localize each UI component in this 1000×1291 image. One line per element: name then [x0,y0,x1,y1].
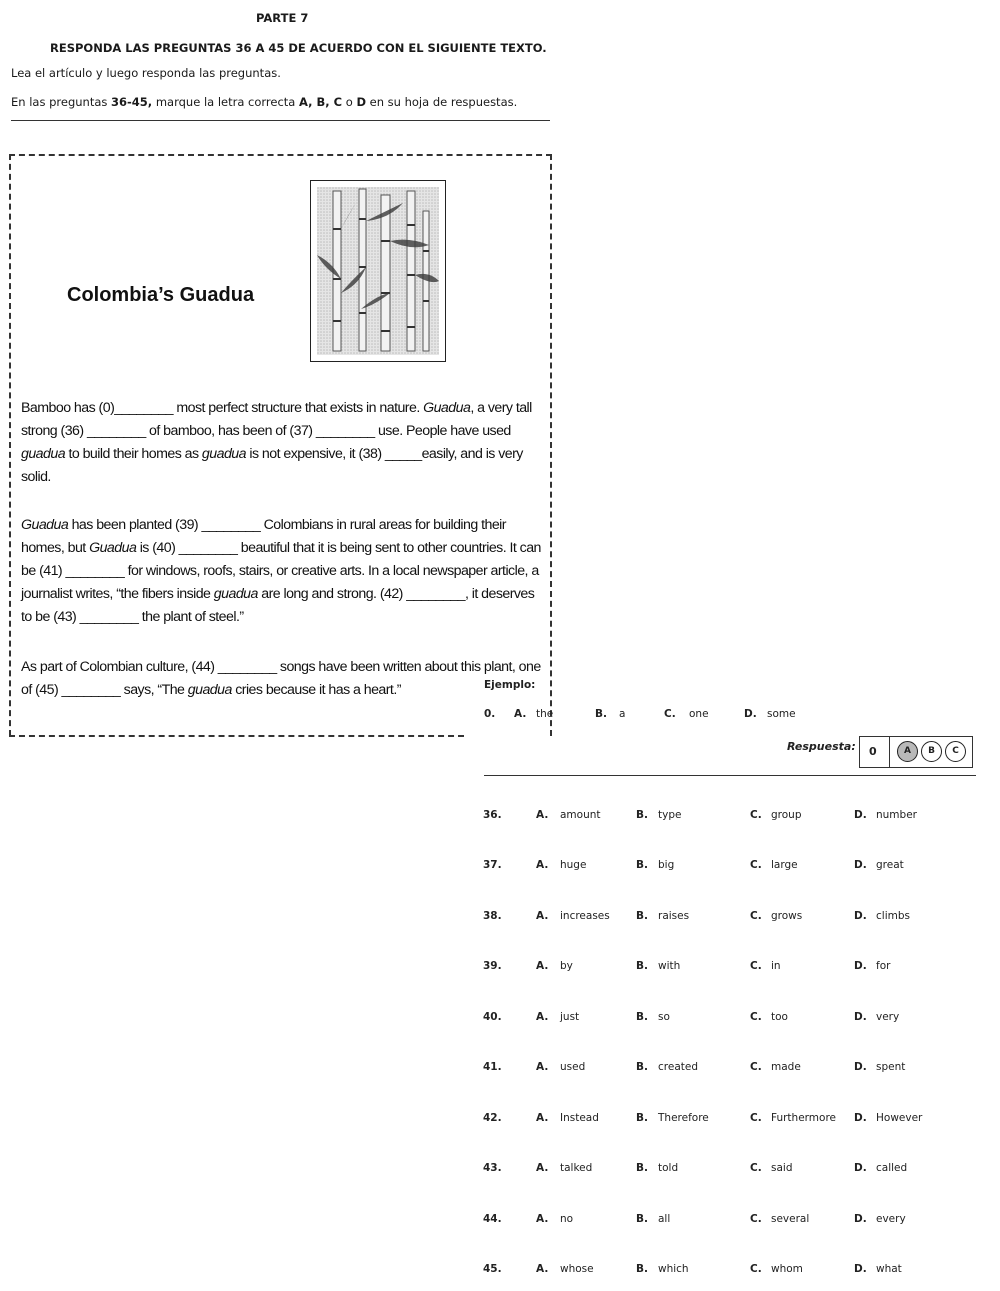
option-letter[interactable]: D. [854,1112,867,1124]
paragraph-text: , a very tall strong (36) ________ of bamboo, has been of (37) ________ use. People have used [21,400,532,439]
answer-letters: A, B, C [299,95,343,109]
option-text[interactable]: whose [560,1263,594,1275]
article-box-bottom-border [9,735,464,737]
option-letter[interactable]: C. [750,1112,762,1124]
option-letter[interactable]: B. [636,1162,648,1174]
option-text[interactable]: in [771,960,781,972]
option-text[interactable]: so [658,1011,670,1023]
option-text[interactable]: Therefore [658,1112,709,1124]
question-row [483,859,983,875]
option-text[interactable]: with [658,960,681,972]
option-letter[interactable]: B. [636,1061,648,1073]
option-text[interactable]: which [658,1263,689,1275]
bamboo-illustration [310,180,446,362]
guadua-term: guadua [213,586,258,602]
option-text[interactable]: whom [771,1263,803,1275]
option-text[interactable]: grows [771,910,803,922]
question-number: 40. [483,1011,502,1023]
article-title: Colombia’s Guadua [67,284,255,306]
example-option-text: some [767,708,796,720]
question-row [483,809,983,825]
option-text[interactable]: raises [658,910,690,922]
paragraph-text: are long and strong. (42) ________, it deserves to be (43) ________ the plant of steel.” [21,586,535,625]
option-letter[interactable]: C. [750,859,762,871]
paragraph-text: Bamboo has (0)________ most perfect structure that exists in nature. [21,400,424,416]
option-letter[interactable]: B. [636,910,648,922]
option-letter[interactable]: C. [750,1162,762,1174]
option-text[interactable]: group [771,809,802,821]
option-letter[interactable]: B. [636,809,648,821]
example-row [484,708,984,724]
option-text[interactable]: created [658,1061,698,1073]
answer-bubble-c[interactable]: C [945,741,966,762]
answer-letter-d: D [356,95,366,109]
option-letter[interactable]: A. [536,960,549,972]
option-letter[interactable]: C. [750,1263,762,1275]
article-paragraph-2 [21,514,541,629]
instruction-text: en su hoja de respuestas. [366,95,518,109]
part-title: PARTE 7 [256,11,309,25]
answer-number: 0 [869,745,877,758]
example-divider [484,775,976,776]
option-text[interactable]: too [771,1011,788,1023]
instruction-text: marque la letra correcta [152,95,300,109]
option-text[interactable]: used [560,1061,586,1073]
instruction-text: En las preguntas [11,95,112,109]
guadua-term: Guadua [423,400,471,416]
option-text[interactable]: amount [560,809,601,821]
option-letter[interactable]: A. [536,1011,549,1023]
question-number: 41. [483,1061,502,1073]
question-number: 45. [483,1263,502,1275]
option-letter[interactable]: B. [636,1213,648,1225]
paragraph-text: cries because it has a heart.” [231,682,401,698]
question-row [483,1061,983,1077]
option-text[interactable]: said [771,1162,793,1174]
question-number: 42. [483,1112,502,1124]
instruction-mark-answers [11,95,517,109]
option-text[interactable]: type [658,809,682,821]
question-row [483,1011,983,1027]
option-letter[interactable]: D. [854,1061,867,1073]
option-text[interactable]: spent [876,1061,906,1073]
guadua-term: Guadua [21,517,69,533]
example-answer-box [859,736,973,768]
option-letter[interactable]: C. [750,809,762,821]
option-text[interactable]: just [560,1011,580,1023]
option-letter[interactable]: C. [750,1011,762,1023]
option-letter[interactable]: A. [536,859,549,871]
question-number: 44. [483,1213,502,1225]
question-number: 36. [483,809,502,821]
example-option-text: a [619,708,626,720]
option-letter[interactable]: D. [854,910,867,922]
option-text[interactable]: all [658,1213,671,1225]
example-option-letter: A. [514,708,527,720]
article-paragraph-3 [21,656,541,702]
example-option-text: one [689,708,709,720]
option-text[interactable]: for [876,960,891,972]
option-text[interactable]: Instead [560,1112,599,1124]
option-text[interactable]: big [658,859,675,871]
question-number: 37. [483,859,502,871]
bamboo-icon [311,181,445,361]
paragraph-text: has been planted (39) ________ Colombians in rural areas for building their homes, but [21,517,506,556]
answer-bubble-b[interactable]: B [921,741,942,762]
option-text[interactable]: every [876,1213,906,1225]
option-letter[interactable]: D. [854,1011,867,1023]
example-number: 0. [484,708,496,720]
option-letter[interactable]: C. [750,1213,762,1225]
option-text[interactable]: climbs [876,910,910,922]
option-text[interactable]: several [771,1213,810,1225]
option-letter[interactable]: C. [750,960,762,972]
option-letter[interactable]: A. [536,809,549,821]
option-text[interactable]: talked [560,1162,593,1174]
option-text[interactable]: by [560,960,573,972]
question-number: 38. [483,910,502,922]
answer-bubble-a-selected[interactable]: A [897,741,918,762]
option-letter[interactable]: B. [636,1112,648,1124]
option-text[interactable]: called [876,1162,908,1174]
option-text[interactable]: no [560,1213,574,1225]
option-text[interactable]: made [771,1061,801,1073]
example-option-letter: C. [664,708,676,720]
option-letter[interactable]: C. [750,910,762,922]
option-letter[interactable]: D. [854,960,867,972]
answer-box-divider [889,737,890,767]
option-letter[interactable]: A. [536,1061,549,1073]
header-divider [11,120,550,121]
example-option-letter: B. [595,708,607,720]
guadua-term: Guadua [89,540,137,556]
option-text[interactable]: increases [560,910,610,922]
option-letter[interactable]: D. [854,1162,867,1174]
option-letter[interactable]: A. [536,910,549,922]
option-letter[interactable]: D. [854,1263,867,1275]
paragraph-text: to build their homes as [65,446,202,462]
instruction-read-article: Lea el artículo y luego responda las preguntas. [11,66,281,80]
question-row [483,1162,983,1178]
option-text[interactable]: However [876,1112,923,1124]
main-instruction: RESPONDA LAS PREGUNTAS 36 A 45 DE ACUERDO CON EL SIGUIENTE TEXTO. [50,41,547,55]
option-text[interactable]: what [876,1263,902,1275]
option-letter[interactable]: A. [536,1263,549,1275]
guadua-term: guadua [21,446,66,462]
option-letter[interactable]: B. [636,1011,648,1023]
option-letter[interactable]: C. [750,1061,762,1073]
option-letter[interactable]: A. [536,1213,549,1225]
option-text[interactable]: number [876,809,917,821]
article-paragraph-1 [21,397,541,489]
instruction-text: o [342,95,357,109]
question-number: 43. [483,1162,502,1174]
option-letter[interactable]: B. [636,859,648,871]
paragraph-text: As part of Colombian culture, (44) ________ songs have been written about this plant, one of (45) ________ says, “The [21,659,541,698]
option-letter[interactable]: D. [854,809,867,821]
example-label: Ejemplo: [484,679,536,691]
option-letter[interactable]: B. [636,1263,648,1275]
question-row [483,1263,983,1279]
paragraph-text: is (40) ________ beautiful that it is being sent to other countries. It can be (41) ________ for windows, roofs, stairs, or creative arts. In a local newspaper article, a journalist writes, “the fibers inside [21,540,541,602]
example-option-letter: D. [744,708,757,720]
question-range: 36-45, [111,95,153,109]
question-row [483,910,983,926]
option-text[interactable]: great [876,859,904,871]
option-letter[interactable]: D. [854,859,867,871]
guadua-term: guadua [187,682,232,698]
option-letter[interactable]: A. [536,1162,549,1174]
question-number: 39. [483,960,502,972]
guadua-term: guadua [201,446,246,462]
option-letter[interactable]: D. [854,1213,867,1225]
option-text[interactable]: large [771,859,798,871]
option-text[interactable]: very [876,1011,900,1023]
paragraph-text: is not expensive, it (38) _____easily, and is very solid. [21,446,523,485]
question-row [483,1112,983,1128]
question-row [483,960,983,976]
question-row [483,1213,983,1229]
option-text[interactable]: told [658,1162,679,1174]
answer-label: Respuesta: [787,740,856,753]
option-text[interactable]: Furthermore [771,1112,836,1124]
option-text[interactable]: huge [560,859,587,871]
option-letter[interactable]: B. [636,960,648,972]
example-option-text: the [536,708,554,720]
option-letter[interactable]: A. [536,1112,549,1124]
